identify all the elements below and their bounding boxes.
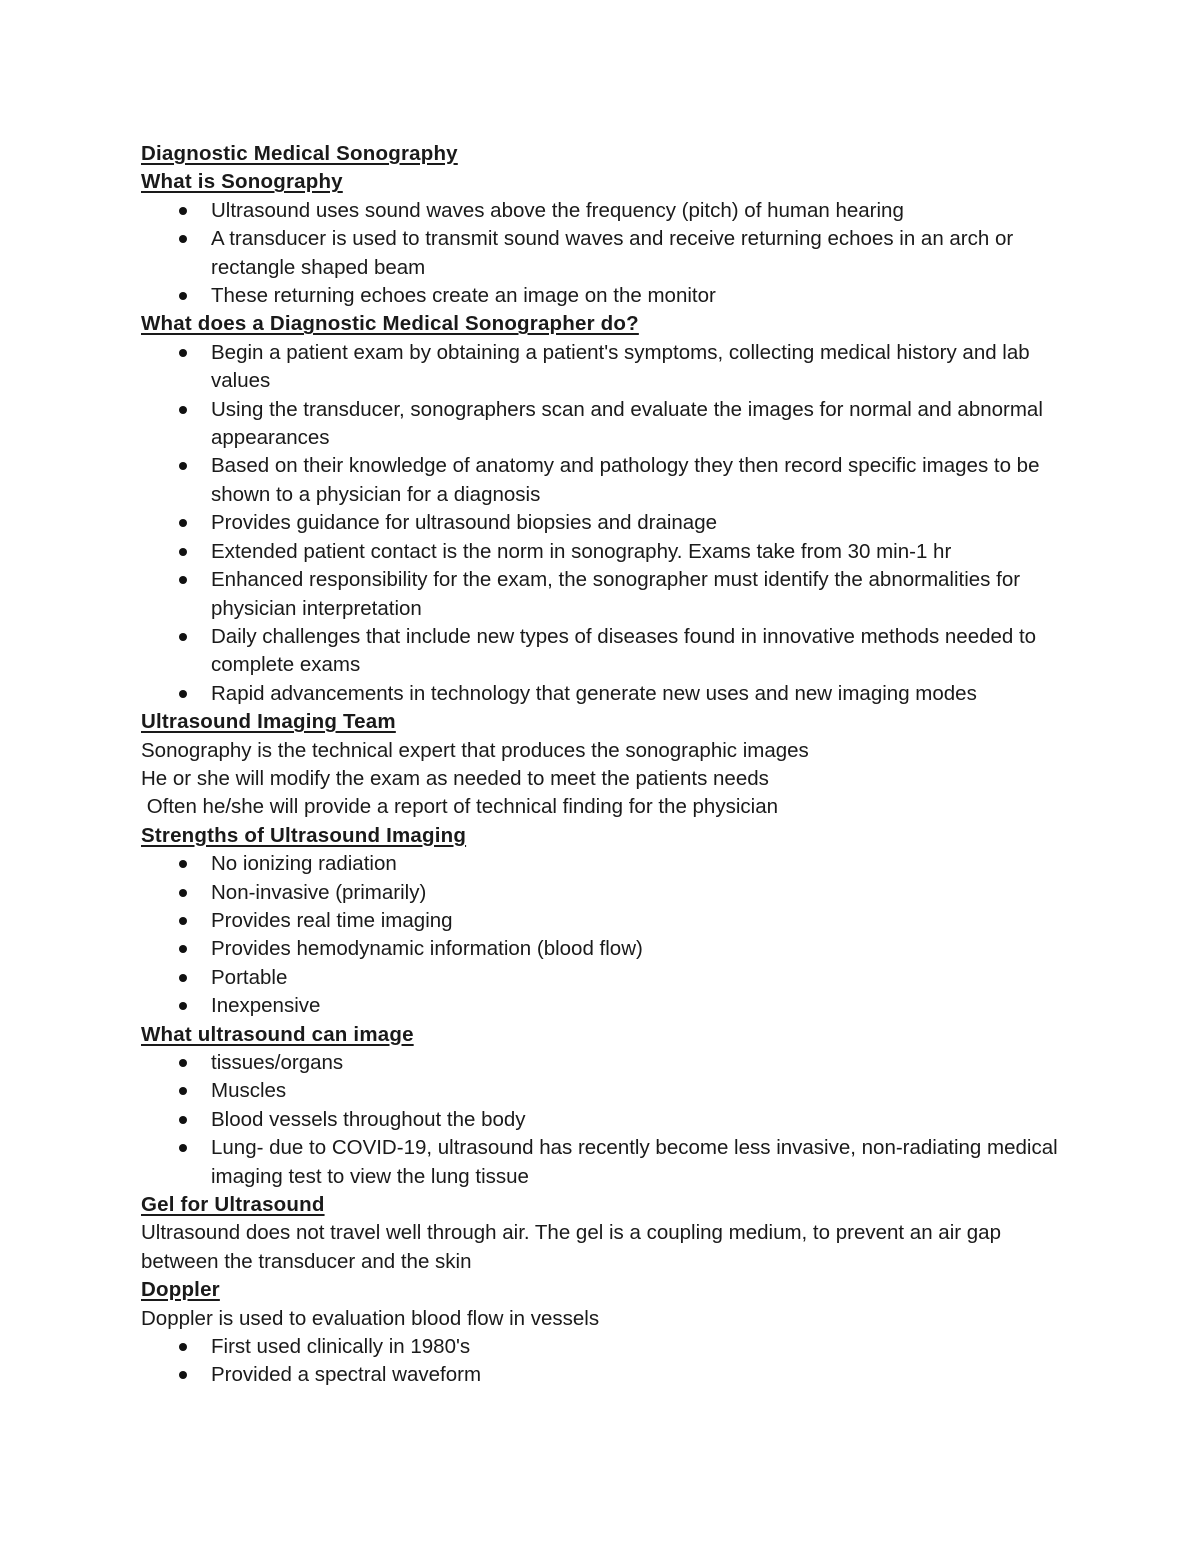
bullet-icon: [179, 974, 187, 982]
bullet-icon: [179, 1343, 187, 1351]
bullet-icon: [179, 576, 187, 584]
bullet-icon: [179, 292, 187, 300]
list-item: [141, 339, 1081, 396]
list-item-text: Begin a patient exam by obtaining a patient's symptoms, collecting medical history and lab values: [211, 340, 1030, 393]
section-gel-for-ultrasound: [141, 1191, 1081, 1276]
paragraph: Doppler is used to evaluation blood flow in vessels: [141, 1306, 600, 1330]
bullet-icon: [179, 1116, 187, 1124]
section-heading: Doppler: [141, 1278, 220, 1302]
bullet-icon: [179, 860, 187, 868]
list-item-text: Lung- due to COVID-19, ultrasound has recently become less invasive, non-radiating medical imaging test to view the lung tissue: [211, 1136, 1058, 1188]
bullet-icon: [179, 548, 187, 556]
list-item: [141, 225, 1081, 282]
list-item: [141, 1361, 1081, 1389]
list-item-text: Provided a spectral waveform: [211, 1363, 482, 1387]
section-what-ultrasound-can-image: [141, 1021, 1081, 1191]
list-item: [141, 566, 1081, 623]
list-item: [141, 623, 1081, 680]
list-item: [141, 396, 1081, 453]
section-heading: What ultrasound can image: [141, 1022, 414, 1046]
list-item: [141, 1333, 1081, 1361]
section-heading: What is Sonography: [141, 170, 343, 194]
bullet-icon: [179, 349, 187, 357]
paragraph: Sonography is the technical expert that produces the sonographic images: [141, 738, 809, 762]
bullet-icon: [179, 1059, 187, 1067]
bullet-icon: [179, 889, 187, 897]
list-item-text: No ionizing radiation: [211, 852, 397, 876]
list-item: [141, 1049, 1081, 1077]
list-item-text: Provides real time imaging: [211, 908, 453, 932]
list-item: [141, 850, 1081, 878]
section-heading: Gel for Ultrasound: [141, 1193, 325, 1217]
bullet-list: [141, 339, 1081, 708]
list-item-text: Non-invasive (primarily): [211, 880, 427, 904]
section-heading: Ultrasound Imaging Team: [141, 710, 396, 734]
bullet-icon: [179, 1144, 187, 1152]
bullet-icon: [179, 462, 187, 470]
section-ultrasound-imaging-team: [141, 708, 1081, 822]
list-item-text: Extended patient contact is the norm in sonography. Exams take from 30 min-1 hr: [211, 539, 952, 563]
bullet-icon: [179, 633, 187, 641]
list-item: [141, 964, 1081, 992]
bullet-list: [141, 197, 1081, 311]
list-item-text: Enhanced responsibility for the exam, the sonographer must identify the abnormalities for physician interpretation: [211, 568, 1021, 620]
list-item: [141, 1077, 1081, 1105]
section-doppler: [141, 1276, 1081, 1390]
list-item-text: Daily challenges that include new types of diseases found in innovative methods needed to complete exams: [211, 624, 1037, 677]
list-item-text: Provides hemodynamic information (blood flow): [211, 937, 643, 961]
list-item-text: First used clinically in 1980's: [211, 1335, 471, 1359]
list-item: [141, 680, 1081, 708]
bullet-icon: [179, 1371, 187, 1379]
bullet-list: [141, 850, 1081, 1020]
bullet-icon: [179, 519, 187, 527]
bullet-icon: [179, 1002, 187, 1010]
bullet-icon: [179, 235, 187, 243]
section-diagnostic-medical-sonography: [141, 140, 1081, 168]
list-item: [141, 1106, 1081, 1134]
section-heading: Strengths of Ultrasound Imaging: [141, 823, 467, 847]
section-strengths-of-ultrasound-imaging: [141, 822, 1081, 1021]
list-item: [141, 538, 1081, 566]
list-item-text: Inexpensive: [211, 994, 321, 1018]
bullet-icon: [179, 945, 187, 953]
list-item: [141, 197, 1081, 225]
bullet-icon: [179, 406, 187, 414]
bullet-icon: [179, 207, 187, 215]
bullet-list: [141, 1049, 1081, 1191]
list-item-text: Portable: [211, 965, 288, 989]
list-item-text: Muscles: [211, 1079, 287, 1103]
section-heading: What does a Diagnostic Medical Sonographer do?: [141, 312, 639, 336]
list-item-text: Rapid advancements in technology that generate new uses and new imaging modes: [211, 681, 977, 705]
list-item-text: These returning echoes create an image on the monitor: [211, 284, 716, 308]
paragraph: Often he/she will provide a report of technical finding for the physician: [141, 795, 778, 819]
list-item-text: tissues/organs: [211, 1051, 344, 1074]
list-item-text: A transducer is used to transmit sound waves and receive returning echoes in an arch or rectangle shaped beam: [211, 227, 1014, 279]
list-item: [141, 935, 1081, 963]
section-what-is-sonography: [141, 168, 1081, 310]
bullet-icon: [179, 917, 187, 925]
list-item-text: Using the transducer, sonographers scan and evaluate the images for normal and abnormal appearances: [211, 397, 1043, 450]
paragraph: He or she will modify the exam as needed to meet the patients needs: [141, 766, 769, 790]
list-item: [141, 992, 1081, 1020]
list-item: [141, 879, 1081, 907]
list-item-text: Blood vessels throughout the body: [211, 1107, 526, 1131]
list-item: [141, 907, 1081, 935]
list-item: [141, 282, 1081, 310]
bullet-list: [141, 1333, 1081, 1390]
list-item: [141, 509, 1081, 537]
bullet-icon: [179, 1087, 187, 1095]
paragraph: Ultrasound does not travel well through air. The gel is a coupling medium, to prevent an air gap between the transducer and the skin: [141, 1221, 1007, 1273]
list-item: [141, 1134, 1081, 1191]
list-item-text: Ultrasound uses sound waves above the frequency (pitch) of human hearing: [211, 198, 904, 222]
bullet-icon: [179, 690, 187, 698]
section-heading: Diagnostic Medical Sonography: [141, 142, 458, 165]
list-item-text: Provides guidance for ultrasound biopsies and drainage: [211, 511, 718, 535]
list-item: [141, 452, 1081, 509]
section-what-does-a-diagnostic-medical-sonographer-do: [141, 310, 1081, 708]
list-item-text: Based on their knowledge of anatomy and pathology they then record specific images to be shown to a physician for a diagnosis: [211, 454, 1040, 506]
document-body: [141, 140, 1081, 1390]
